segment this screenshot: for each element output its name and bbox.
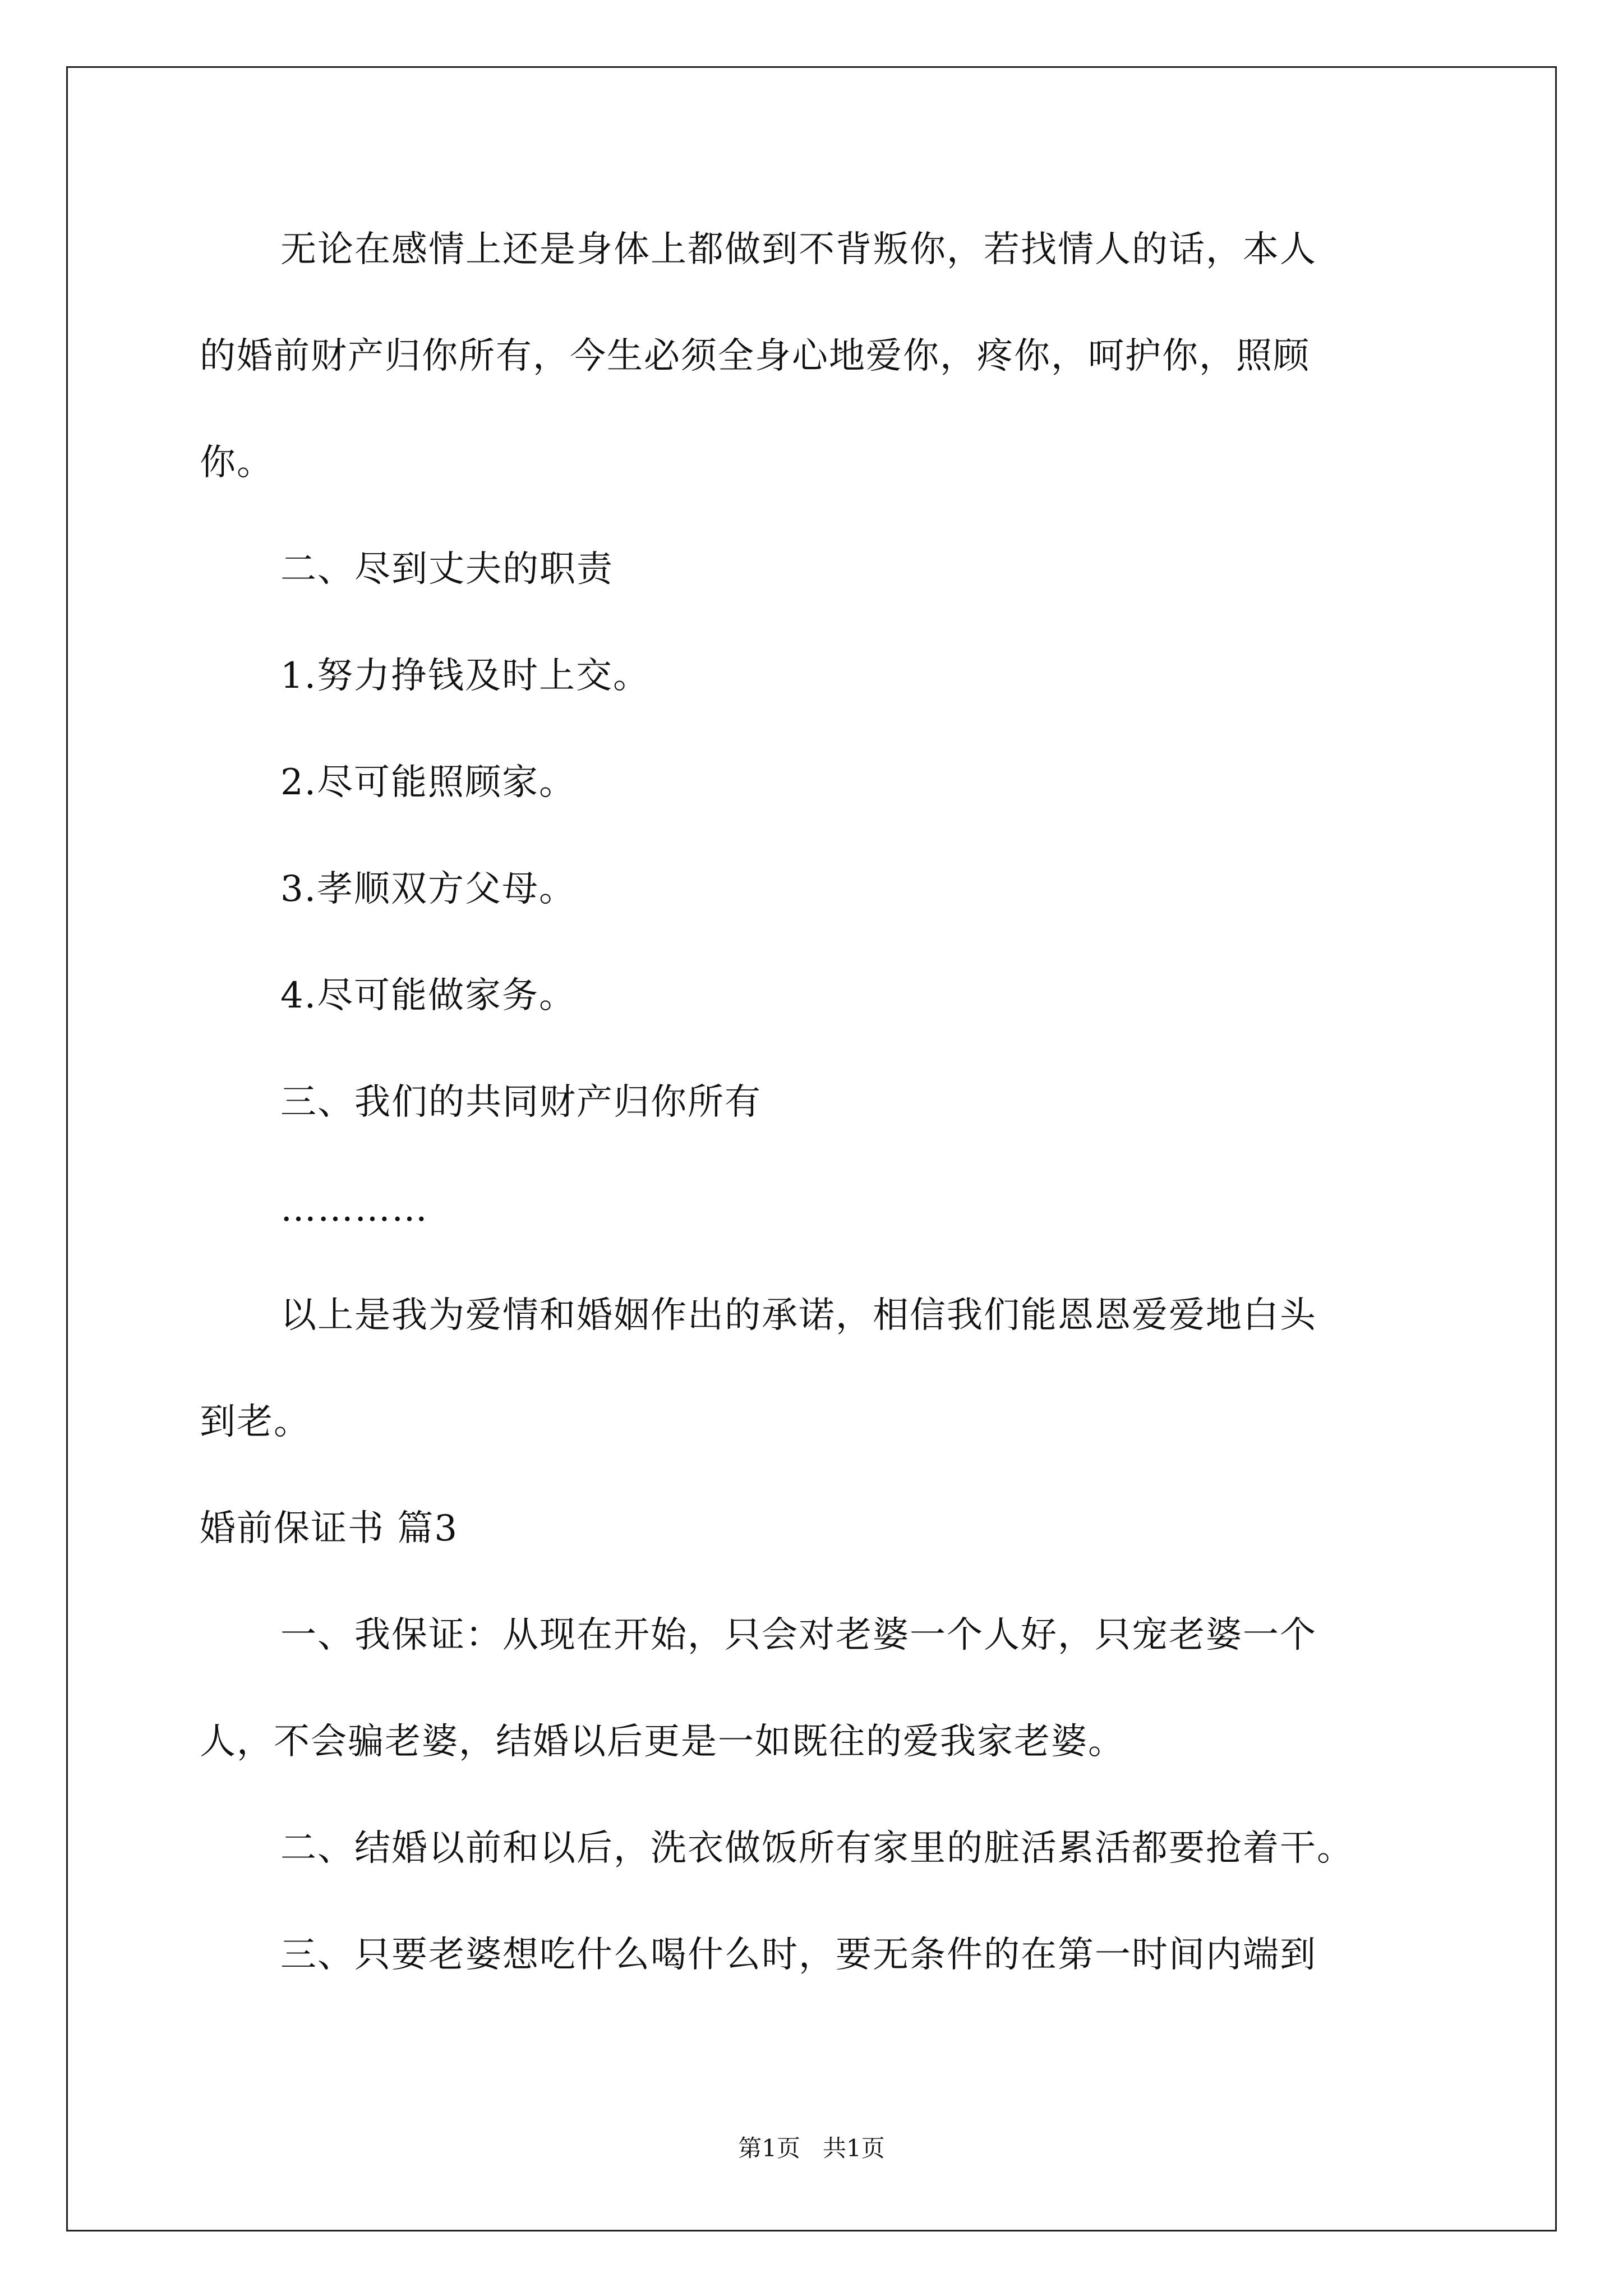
paragraph-line: 到老。 [200,1401,311,1443]
ellipsis-line: ………… [280,1188,428,1230]
list-item: 3.孝顺双方父母。 [280,868,577,910]
paragraph-line: 三、只要老婆想吃什么喝什么时，要无条件的在第一时间内端到 [280,1934,1317,1976]
page-border [66,66,1557,2231]
paragraph-line: 一、我保证：从现在开始，只会对老婆一个人好，只宠老婆一个 [280,1614,1317,1656]
list-item: 2.尽可能照顾家。 [280,762,577,803]
section-heading: 二、尽到丈夫的职责 [280,549,614,590]
paragraph-line: 你。 [200,442,274,484]
document-title: 婚前保证书 篇3 [200,1508,459,1549]
section-heading: 三、我们的共同财产归你所有 [280,1082,762,1123]
paragraph-line: 的婚前财产归你所有，今生必须全身心地爱你，疼你，呵护你，照顾 [200,335,1310,377]
paragraph-line: 以上是我为爱情和婚姻作出的承诺，相信我们能恩恩爱爱地白头 [280,1295,1317,1336]
page-footer: 第1页 共1页 [738,2134,885,2162]
paragraph-line: 二、结婚以前和以后，洗衣做饭所有家里的脏活累活都要抢着干。 [280,1828,1354,1869]
list-item: 4.尽可能做家务。 [280,975,577,1016]
paragraph-line: 无论在感情上还是身体上都做到不背叛你，若找情人的话，本人 [280,229,1317,270]
list-item: 1.努力挣钱及时上交。 [280,655,651,697]
paragraph-line: 人，不会骗老婆，结婚以后更是一如既往的爱我家老婆。 [200,1721,1125,1763]
